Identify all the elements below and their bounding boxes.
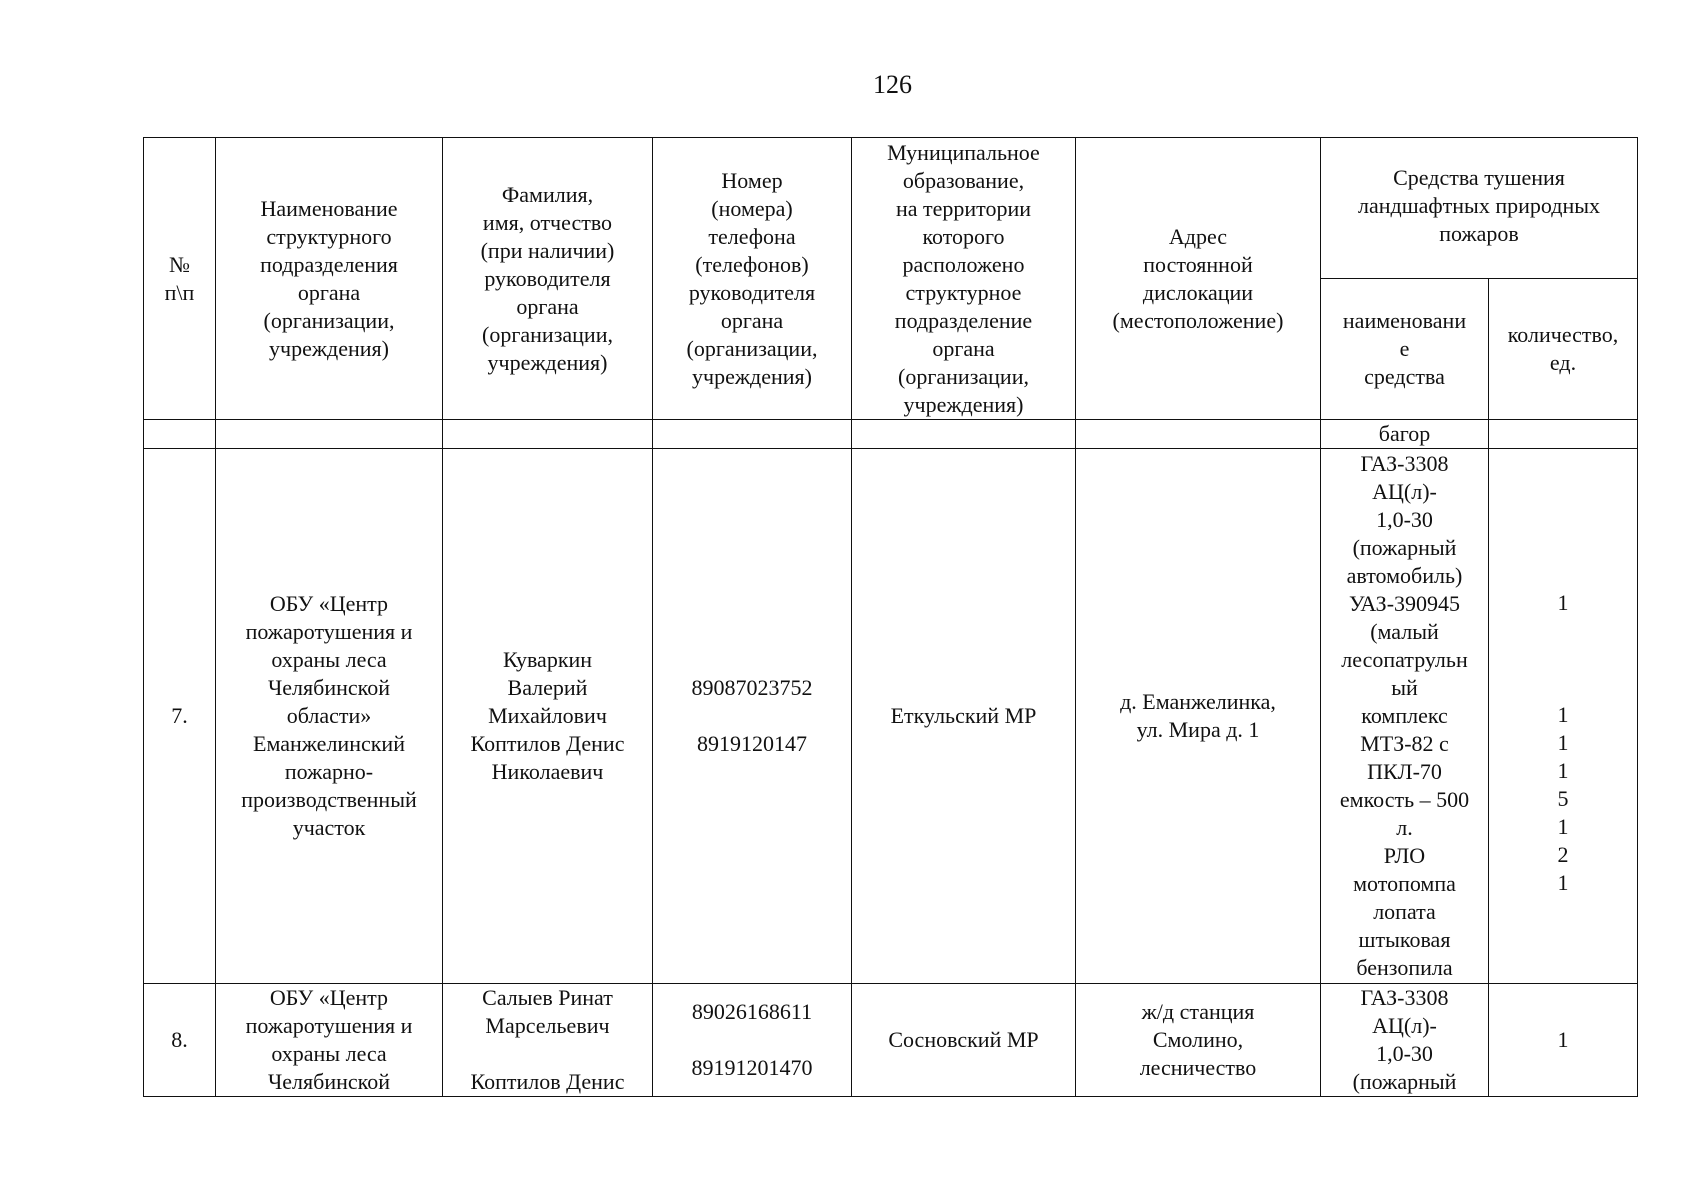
carry-cell-empty — [144, 420, 216, 449]
header-means-name: наименовани е средства — [1321, 279, 1489, 420]
fire-means-table — [143, 137, 1638, 1097]
row-municipality: Еткульский МР — [852, 449, 1076, 984]
row-num: 8. — [144, 984, 216, 1097]
header-address: Адрес постоянной дислокации (местоположение) — [1076, 138, 1321, 420]
row-phone: 89026168611 89191201470 — [653, 984, 852, 1097]
carry-means-name: багор — [1321, 420, 1489, 449]
header-head-name: Фамилия, имя, отчество (при наличии) руководителя органа (организации, учреждения) — [443, 138, 653, 420]
row-address: ж/д станция Смолино, лесничество — [1076, 984, 1321, 1097]
row-means-name: ГАЗ-3308 АЦ(л)- 1,0-30 (пожарный — [1321, 984, 1489, 1097]
page-number: 126 — [873, 70, 912, 99]
row-head-name: Салыев Ринат Марсельевич Коптилов Денис — [443, 984, 653, 1097]
header-means-qty: количество, ед. — [1489, 279, 1638, 420]
row-address: д. Еманжелинка, ул. Мира д. 1 — [1076, 449, 1321, 984]
carry-cell-empty — [653, 420, 852, 449]
header-row-1 — [144, 138, 1638, 279]
header-municipality: Муниципальное образование, на территории которого расположено структурное подразделение органа (организации, учреждения) — [852, 138, 1076, 420]
carry-cell-empty — [216, 420, 443, 449]
row-unit-name: ОБУ «Центр пожаротушения и охраны леса Челябинской — [216, 984, 443, 1097]
carry-row — [144, 420, 1638, 449]
row-unit-name: ОБУ «Центр пожаротушения и охраны леса Челябинской области» Еманжелинский пожарно- производственный участок — [216, 449, 443, 984]
row-means-qty: 1 — [1489, 984, 1638, 1097]
header-num: № п\п — [144, 138, 216, 420]
row-phone: 89087023752 8919120147 — [653, 449, 852, 984]
row-municipality: Сосновский МР — [852, 984, 1076, 1097]
row-head-name: Куваркин Валерий Михайлович Коптилов Денис Николаевич — [443, 449, 653, 984]
row-means-qty: 1 1 1 1 5 1 2 1 — [1489, 449, 1638, 984]
carry-cell-empty — [443, 420, 653, 449]
header-means: Средства тушения ландшафтных природных пожаров — [1321, 138, 1638, 279]
carry-cell-empty — [1076, 420, 1321, 449]
row-means-name: ГАЗ-3308 АЦ(л)- 1,0-30 (пожарный автомобиль) УАЗ-390945 (малый лесопатрульн ый комплекс МТЗ-82 с ПКЛ-70 емкость – 500 л. РЛО мотопомпа лопата штыковая бензопила — [1321, 449, 1489, 984]
carry-cell-empty — [1489, 420, 1638, 449]
table-row — [144, 984, 1638, 1097]
header-phone: Номер (номера) телефона (телефонов) руководителя органа (организации, учреждения) — [653, 138, 852, 420]
carry-cell-empty — [852, 420, 1076, 449]
header-unit-name: Наименование структурного подразделения органа (организации, учреждения) — [216, 138, 443, 420]
row-num: 7. — [144, 449, 216, 984]
table-row — [144, 449, 1638, 984]
